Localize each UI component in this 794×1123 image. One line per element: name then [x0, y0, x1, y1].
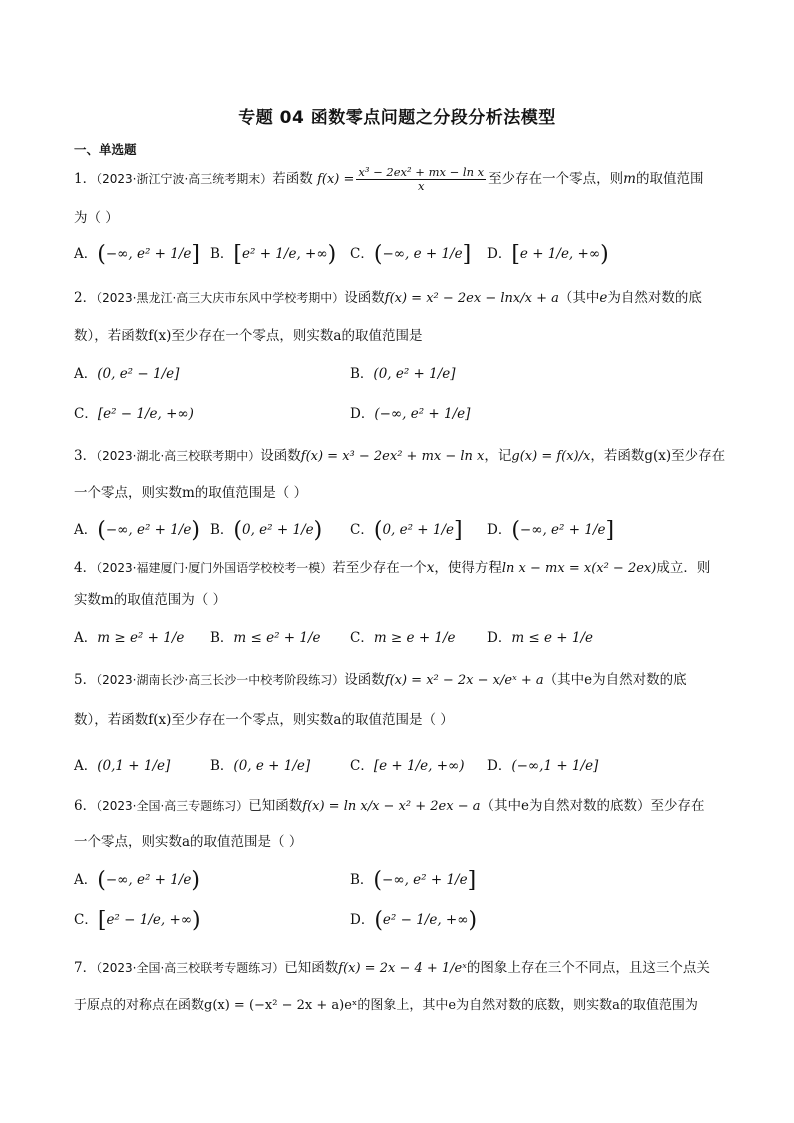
option-a[interactable]: A．(−∞, e² + 1/e)	[74, 868, 200, 893]
question-4-line-1: 4．（2023·福建厦门·厦门外国语学校校考一模）若至少存在一个x，使得方程ln x − mx = x(x² − 2ex)成立．则	[74, 558, 724, 579]
option-a[interactable]: A．m ≥ e² + 1/e	[74, 630, 185, 646]
page-title: 专题 04 函数零点问题之分段分析法模型	[238, 108, 556, 128]
option-a[interactable]: A．(−∞, e² + 1/e]	[74, 242, 200, 267]
question-text: 至少存在一个零点，则	[488, 171, 624, 187]
question-source: （2023·湖北·高三校联考期中）	[96, 449, 261, 463]
option-c[interactable]: C．[e + 1/e, +∞)	[350, 758, 465, 774]
question-number: 1．	[74, 171, 97, 187]
question-1-line-2: 为（ ）	[74, 210, 119, 226]
option-d[interactable]: D．(−∞, e² + 1/e]	[350, 406, 471, 422]
question-7-line-1: 7．（2023·全国·高三校联考专题练习）已知函数f(x) = 2x − 4 + 1/eˣ的图象上存在三个不同点，且这三个点关	[74, 958, 724, 979]
function-formula: f(x) = x² − 2x − x/eˣ + a	[384, 672, 544, 688]
option-b[interactable]: B．m ≤ e² + 1/e	[210, 630, 321, 646]
question-2-line-1: 2．（2023·黑龙江·高三大庆市东风中学校考期中）设函数f(x) = x² − 2ex − lnx/x + a（其中e为自然对数的底	[74, 288, 724, 309]
option-d[interactable]: D．m ≤ e + 1/e	[487, 630, 594, 646]
question-3-line-2: 一个零点，则实数m的取值范围是（ ）	[74, 485, 308, 501]
question-5-line-1: 5．（2023·湖南长沙·高三长沙一中校考阶段练习）设函数f(x) = x² − 2x − x/eˣ + a（其中e为自然对数的底	[74, 670, 724, 691]
function-formula: f(x) = $\frac{\text{x³ − 2ex² + mx − ln x}}{x}$	[317, 165, 485, 193]
option-d[interactable]: D．[e + 1/e, +∞)	[487, 242, 609, 267]
option-b[interactable]: B．(0, e² + 1/e]	[350, 366, 456, 382]
option-b[interactable]: B．(0, e + 1/e]	[210, 758, 311, 774]
question-source: （2023·福建厦门·厦门外国语学校校考一模）	[96, 561, 333, 575]
question-5-line-2: 数），若函数f(x)至少存在一个零点，则实数a的取值范围是（ ）	[74, 712, 454, 728]
function-formula: f(x) = x² − 2ex − lnx/x + a	[384, 290, 559, 306]
question-source: （2023·全国·高三专题练习）	[96, 799, 249, 813]
question-text: 的取值范围	[635, 171, 704, 187]
question-source: （2023·黑龙江·高三大庆市东风中学校考期中）	[96, 291, 345, 305]
option-c[interactable]: C．[e² − 1/e, +∞)	[74, 406, 194, 422]
function-formula: f(x) = x³ − 2ex² + mx − ln x	[300, 448, 485, 464]
option-b[interactable]: B．[e² + 1/e, +∞)	[210, 242, 337, 267]
question-text: 若函数	[272, 171, 313, 187]
option-c[interactable]: C．m ≥ e + 1/e	[350, 630, 456, 646]
option-d[interactable]: D．(−∞, e² + 1/e]	[487, 518, 615, 543]
question-3-line-1: 3．（2023·湖北·高三校联考期中）设函数f(x) = x³ − 2ex² + mx − ln x，记g(x) = f(x)/x，若函数g(x)至少存在	[74, 446, 724, 467]
question-source: （2023·湖南长沙·高三长沙一中校考阶段练习）	[96, 673, 345, 687]
question-1-line-1	[74, 166, 724, 193]
question-6-line-1: 6．（2023·全国·高三专题练习）已知函数f(x) = ln x/x − x² + 2ex − a（其中e为自然对数的底数）至少存在	[74, 796, 724, 817]
question-4-line-2: 实数m的取值范围为（ ）	[74, 592, 227, 608]
function-formula: f(x) = 2x − 4 + 1/eˣ	[338, 960, 467, 976]
function-formula: g(x) = f(x)/x	[511, 448, 591, 464]
question-2-line-2: 数），若函数f(x)至少存在一个零点，则实数a的取值范围是	[74, 328, 423, 344]
option-b[interactable]: B．(0, e² + 1/e)	[210, 518, 323, 543]
option-a[interactable]: A．(−∞, e² + 1/e)	[74, 518, 200, 543]
function-formula: f(x) = ln x/x − x² + 2ex − a	[302, 798, 481, 814]
option-c[interactable]: C．(−∞, e + 1/e]	[350, 242, 472, 267]
option-d[interactable]: D．(e² − 1/e, +∞)	[350, 908, 478, 933]
question-7-line-2: 于原点的对称点在函数g(x) = (−x² − 2x + a)eˣ的图象上，其中e为自然对数的底数，则实数a的取值范围为	[74, 998, 698, 1013]
section-heading: 一、单选题	[74, 142, 137, 157]
question-source: （2023·全国·高三校联考专题练习）	[96, 961, 285, 975]
equation: ln x − mx = x(x² − 2ex)	[501, 560, 657, 576]
question-source: （2023·浙江宁波·高三统考期末）	[96, 172, 273, 186]
option-a[interactable]: A．(0,1 + 1/e]	[74, 758, 171, 774]
option-a[interactable]: A．(0, e² − 1/e]	[74, 366, 180, 382]
question-6-line-2: 一个零点，则实数a的取值范围是（ ）	[74, 834, 303, 850]
option-b[interactable]: B．(−∞, e² + 1/e]	[350, 868, 477, 893]
variable: m	[623, 171, 636, 187]
option-c[interactable]: C．[e² − 1/e, +∞)	[74, 908, 201, 933]
option-c[interactable]: C．(0, e² + 1/e]	[350, 518, 463, 543]
option-d[interactable]: D．(−∞,1 + 1/e]	[487, 758, 599, 774]
